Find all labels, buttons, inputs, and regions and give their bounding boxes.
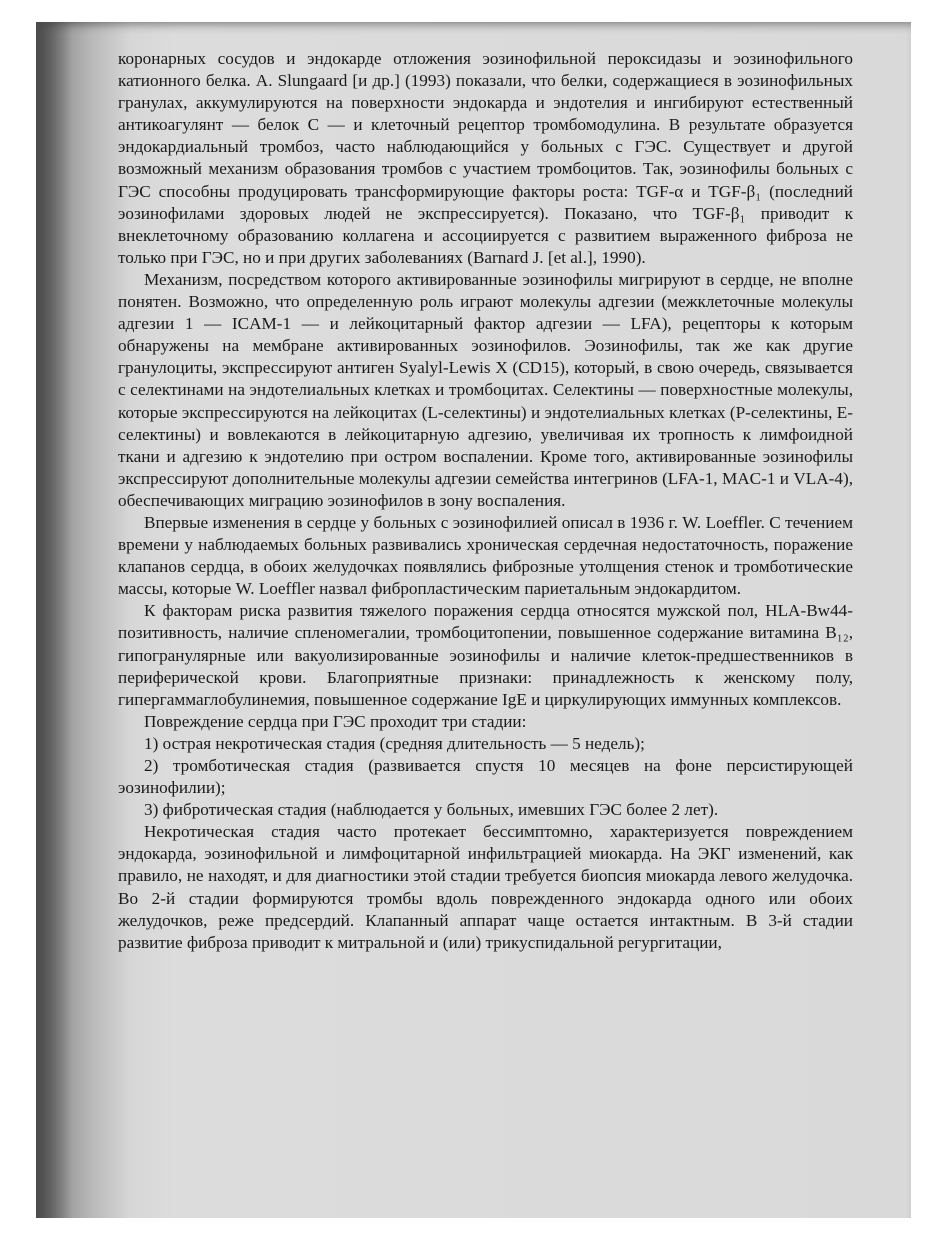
book-page	[36, 22, 911, 1218]
stage-item-2: 2) тромботическая стадия (развивается спустя 10 месяцев на фоне персистирующей эозинофилии);	[118, 756, 853, 798]
stage-item-1: 1) острая некротическая стадия (средняя длительность — 5 недель);	[144, 733, 645, 753]
paragraph-risk-factors: К факторам риска развития тяжелого поражения сердца относятся мужской пол, HLA-Bw44-позитивность, наличие спленомегалии, тромбоцитопении, повышенное содержание витамина B₁₂, гипогранулярные или вакуолизированные эозинофилы и наличие клеток-предшественников в периферической крови. Благоприятные признаки: принадлежность к женскому полу, гипергаммаглобулинемия, повышенное содержание IgE и циркулирующих иммунных комплексов.	[118, 601, 853, 709]
paragraph-migration-mechanism: Механизм, посредством которого активированные эозинофилы мигрируют в сердце, не вполне понятен. Возможно, что определенную роль играют молекулы адгезии (межклеточные молекулы адгезии 1 — ICAM-1 — и лейкоцитарный фактор адгезии — LFA), рецепторы к которым обнаружены на мембране активированных эозинофилов. Эозинофилы, так же как другие гранулоциты, экспрессируют антиген Syalyl-Lewis X (CD15), который, в свою очередь, связывается с селектинами на эндотелиальных клетках и тромбоцитах. Селектины — поверхностные молекулы, которые экспрессируются на лейкоцитах (L-селектины) и эндотелиальных клетках (P-селектины, E-селектины) и вовлекаются в лейкоцитарную адгезию, увеличивая их тропность к лимфоидной ткани и адгезию к эндотелию при остром воспалении. Кроме того, активированные эозинофилы экспрессируют дополнительные молекулы адгезии семейства интегринов (LFA-1, MAC-1 и VLA-4), обеспечивающих миграцию эозинофилов в зону воспаления.	[118, 269, 853, 510]
paragraph-necrotic-stage: Некротическая стадия часто протекает бессимптомно, характеризуется повреждением эндокарда, эозинофильной и лимфоцитарной инфильтрацией миокарда. На ЭКГ изменений, как правило, не находят, и для диагностики этой стадии требуется биопсия миокарда левого желудочка. Во 2-й стадии формируются тромбы вдоль поврежденного эндокарда одного или обоих желудочков, реже предсердий. Клапанный аппарат чаще остается интактным. В 3-й стадии развитие фиброза приводит к митральной и (или) трикуспидальной регургитации,	[118, 822, 853, 952]
stage-item-3: 3) фибротическая стадия (наблюдается у больных, имевших ГЭС более 2 лет).	[144, 800, 719, 820]
paragraph-eosinophil-proteins: коронарных сосудов и эндокарде отложения эозинофильной пероксидазы и эозинофильного катионного белка. A. Slungaard [и др.] (1993) показали, что белки, содержащиеся в эозинофильных гранулах, аккумулируются на поверхности эндокарда и эндотелия и ингибируют естественный антикоагулянт — белок С — и клеточный рецептор тромбомодулина. В результате образуется эндокардиальный тромбоз, часто наблюдающийся у больных с ГЭС. Существует и другой возможный механизм образования тромбов с участием тромбоцитов. Так, эозинофилы больных с ГЭС способны продуцировать трансформирующие факторы роста: TGF-α и TGF-β₁ (последний эозинофилами здоровых людей не экспрессируется). Показано, что TGF-β₁ приводит к внеклеточному образованию коллагена и ассоциируется с развитием выраженного фиброза не только при ГЭС, но и при других заболеваниях (Barnard J. [et al.], 1990).	[118, 49, 853, 267]
paragraph-loeffler: Впервые изменения в сердце у больных с эозинофилией описал в 1936 г. W. Loeffler. С течением времени у наблюдаемых больных развивались хроническая сердечная недостаточность, поражение клапанов сердца, в обоих желудочках появлялись фиброзные утолщения стенок и тромботические массы, которые W. Loeffler назвал фибропластическим париетальным эндокардитом.	[118, 512, 853, 599]
page-text	[118, 48, 853, 954]
paragraph-stages-intro: Повреждение сердца при ГЭС проходит три стадии:	[144, 711, 527, 731]
